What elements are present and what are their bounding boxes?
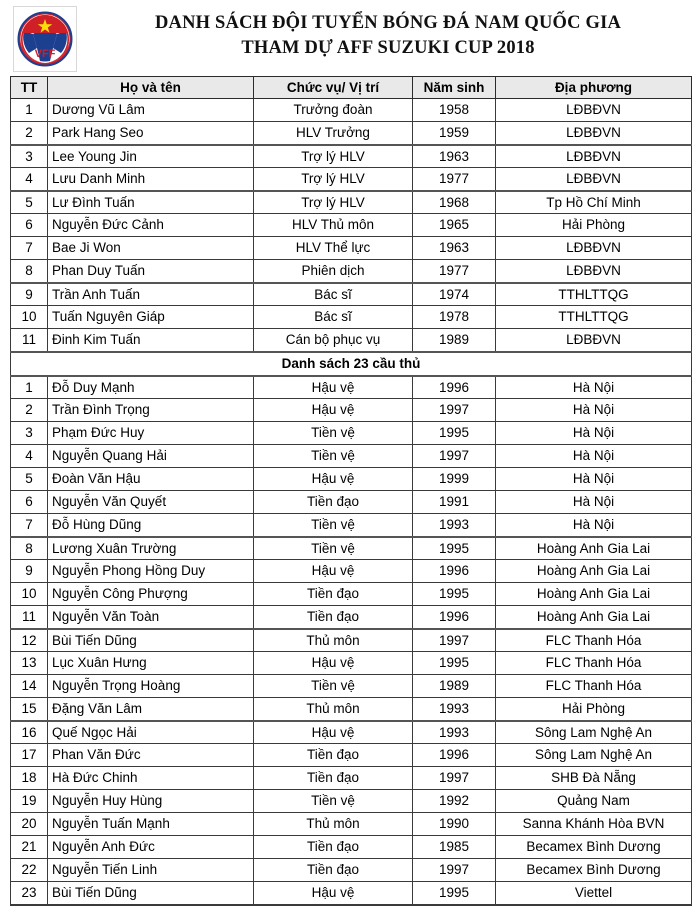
column-header-name: Họ và tên bbox=[48, 77, 254, 99]
cell-locality: Becamex Bình Dương bbox=[496, 836, 692, 859]
cell-locality: LĐBĐVN bbox=[496, 168, 692, 191]
table-row bbox=[11, 721, 692, 744]
cell-locality: Hải Phòng bbox=[496, 214, 692, 237]
cell-role: Thủ môn bbox=[254, 813, 413, 836]
table-row bbox=[11, 122, 692, 145]
cell-role: Tiền đạo bbox=[254, 744, 413, 767]
cell-role: Thủ môn bbox=[254, 629, 413, 652]
table-row bbox=[11, 560, 692, 583]
cell-year: 1997 bbox=[413, 629, 496, 652]
column-header-locality: Địa phương bbox=[496, 77, 692, 99]
cell-locality: Sông Lam Nghệ An bbox=[496, 744, 692, 767]
cell-tt: 5 bbox=[11, 191, 48, 214]
cell-tt: 2 bbox=[11, 399, 48, 422]
cell-name: Tuấn Nguyên Giáp bbox=[48, 306, 254, 329]
cell-year: 1977 bbox=[413, 260, 496, 283]
roster-table bbox=[10, 76, 692, 906]
table-row bbox=[11, 606, 692, 629]
cell-year: 1995 bbox=[413, 537, 496, 560]
cell-tt: 14 bbox=[11, 675, 48, 698]
cell-tt: 13 bbox=[11, 652, 48, 675]
table-body bbox=[11, 99, 692, 905]
cell-name: Trần Anh Tuấn bbox=[48, 283, 254, 306]
cell-name: Hà Đức Chinh bbox=[48, 767, 254, 790]
cell-role: Trợ lý HLV bbox=[254, 145, 413, 168]
cell-tt: 21 bbox=[11, 836, 48, 859]
cell-tt: 19 bbox=[11, 790, 48, 813]
cell-locality: LĐBĐVN bbox=[496, 260, 692, 283]
table-row bbox=[11, 652, 692, 675]
column-header-year: Năm sinh bbox=[413, 77, 496, 99]
cell-name: Đinh Kim Tuấn bbox=[48, 329, 254, 352]
section-label: Danh sách 23 cầu thủ bbox=[11, 352, 692, 376]
cell-role: Trợ lý HLV bbox=[254, 191, 413, 214]
cell-tt: 20 bbox=[11, 813, 48, 836]
table-row bbox=[11, 813, 692, 836]
cell-role: Hậu vệ bbox=[254, 399, 413, 422]
cell-locality: Hà Nội bbox=[496, 468, 692, 491]
cell-tt: 4 bbox=[11, 445, 48, 468]
cell-name: Nguyễn Quang Hải bbox=[48, 445, 254, 468]
cell-tt: 16 bbox=[11, 721, 48, 744]
cell-role: Tiền đạo bbox=[254, 606, 413, 629]
cell-role: Tiền vệ bbox=[254, 790, 413, 813]
cell-name: Đỗ Hùng Dũng bbox=[48, 514, 254, 537]
cell-year: 1977 bbox=[413, 168, 496, 191]
cell-tt: 15 bbox=[11, 698, 48, 721]
table-row bbox=[11, 698, 692, 721]
cell-role: Phiên dịch bbox=[254, 260, 413, 283]
cell-year: 1992 bbox=[413, 790, 496, 813]
table-row bbox=[11, 491, 692, 514]
page-title-line-2: THAM DỰ AFF SUZUKI CUP 2018 bbox=[241, 38, 535, 58]
table-row bbox=[11, 882, 692, 905]
roster-table-wrap bbox=[10, 76, 691, 906]
cell-year: 1991 bbox=[413, 491, 496, 514]
cell-name: Lục Xuân Hưng bbox=[48, 652, 254, 675]
cell-name: Nguyễn Anh Đức bbox=[48, 836, 254, 859]
cell-locality: LĐBĐVN bbox=[496, 99, 692, 122]
cell-locality: Hoàng Anh Gia Lai bbox=[496, 606, 692, 629]
cell-name: Nguyễn Văn Quyết bbox=[48, 491, 254, 514]
cell-name: Lưu Danh Minh bbox=[48, 168, 254, 191]
cell-year: 1959 bbox=[413, 122, 496, 145]
cell-year: 1963 bbox=[413, 237, 496, 260]
cell-tt: 8 bbox=[11, 537, 48, 560]
cell-tt: 9 bbox=[11, 283, 48, 306]
table-row bbox=[11, 744, 692, 767]
table-row bbox=[11, 629, 692, 652]
cell-locality: Hoàng Anh Gia Lai bbox=[496, 583, 692, 606]
cell-locality: Viettel bbox=[496, 882, 692, 905]
vff-logo bbox=[13, 6, 77, 72]
cell-role: HLV Thể lực bbox=[254, 237, 413, 260]
cell-locality: Hoàng Anh Gia Lai bbox=[496, 560, 692, 583]
cell-role: Tiền vệ bbox=[254, 537, 413, 560]
cell-year: 1995 bbox=[413, 652, 496, 675]
table-header-row bbox=[11, 77, 692, 99]
table-row bbox=[11, 399, 692, 422]
cell-role: Tiền đạo bbox=[254, 859, 413, 882]
cell-locality: FLC Thanh Hóa bbox=[496, 652, 692, 675]
cell-tt: 3 bbox=[11, 422, 48, 445]
table-row bbox=[11, 767, 692, 790]
cell-year: 1997 bbox=[413, 399, 496, 422]
cell-role: Hậu vệ bbox=[254, 882, 413, 905]
cell-name: Nguyễn Huy Hùng bbox=[48, 790, 254, 813]
table-row bbox=[11, 329, 692, 352]
cell-year: 1993 bbox=[413, 698, 496, 721]
table-row bbox=[11, 583, 692, 606]
table-row bbox=[11, 675, 692, 698]
cell-year: 1978 bbox=[413, 306, 496, 329]
cell-role: Hậu vệ bbox=[254, 376, 413, 399]
cell-year: 1999 bbox=[413, 468, 496, 491]
vff-crest-icon bbox=[16, 9, 74, 69]
cell-locality: TTHLTTQG bbox=[496, 306, 692, 329]
cell-tt: 23 bbox=[11, 882, 48, 905]
cell-year: 1968 bbox=[413, 191, 496, 214]
cell-name: Đoàn Văn Hậu bbox=[48, 468, 254, 491]
cell-name: Lư Đình Tuấn bbox=[48, 191, 254, 214]
cell-tt: 6 bbox=[11, 214, 48, 237]
cell-locality: Tp Hồ Chí Minh bbox=[496, 191, 692, 214]
cell-role: Hậu vệ bbox=[254, 652, 413, 675]
table-row bbox=[11, 214, 692, 237]
cell-tt: 1 bbox=[11, 99, 48, 122]
cell-locality: FLC Thanh Hóa bbox=[496, 675, 692, 698]
cell-name: Quế Ngọc Hải bbox=[48, 721, 254, 744]
cell-name: Park Hang Seo bbox=[48, 122, 254, 145]
table-row bbox=[11, 445, 692, 468]
cell-name: Lương Xuân Trường bbox=[48, 537, 254, 560]
cell-role: Trợ lý HLV bbox=[254, 168, 413, 191]
cell-name: Nguyễn Trọng Hoàng bbox=[48, 675, 254, 698]
table-row bbox=[11, 836, 692, 859]
cell-tt: 5 bbox=[11, 468, 48, 491]
cell-role: Bác sĩ bbox=[254, 283, 413, 306]
cell-role: Cán bộ phục vụ bbox=[254, 329, 413, 352]
cell-role: Hậu vệ bbox=[254, 468, 413, 491]
table-row bbox=[11, 168, 692, 191]
cell-locality: Hà Nội bbox=[496, 399, 692, 422]
cell-name: Phan Duy Tuấn bbox=[48, 260, 254, 283]
cell-name: Phạm Đức Huy bbox=[48, 422, 254, 445]
table-row bbox=[11, 422, 692, 445]
cell-tt: 11 bbox=[11, 329, 48, 352]
cell-locality: Hà Nội bbox=[496, 376, 692, 399]
cell-locality: LĐBĐVN bbox=[496, 329, 692, 352]
cell-year: 1997 bbox=[413, 859, 496, 882]
column-header-tt: TT bbox=[11, 77, 48, 99]
cell-year: 1996 bbox=[413, 376, 496, 399]
cell-year: 1995 bbox=[413, 882, 496, 905]
cell-tt: 12 bbox=[11, 629, 48, 652]
cell-role: HLV Trưởng bbox=[254, 122, 413, 145]
cell-locality: Hoàng Anh Gia Lai bbox=[496, 537, 692, 560]
cell-role: Tiền vệ bbox=[254, 445, 413, 468]
cell-role: Tiền đạo bbox=[254, 836, 413, 859]
cell-name: Trần Đình Trọng bbox=[48, 399, 254, 422]
cell-name: Bùi Tiến Dũng bbox=[48, 629, 254, 652]
document-header bbox=[0, 0, 700, 76]
cell-role: Trưởng đoàn bbox=[254, 99, 413, 122]
cell-year: 1997 bbox=[413, 445, 496, 468]
cell-locality: Becamex Bình Dương bbox=[496, 859, 692, 882]
cell-name: Nguyễn Tiến Linh bbox=[48, 859, 254, 882]
cell-locality: Hải Phòng bbox=[496, 698, 692, 721]
table-row bbox=[11, 260, 692, 283]
cell-locality: Hà Nội bbox=[496, 514, 692, 537]
cell-locality: LĐBĐVN bbox=[496, 237, 692, 260]
cell-locality: FLC Thanh Hóa bbox=[496, 629, 692, 652]
cell-name: Nguyễn Đức Cảnh bbox=[48, 214, 254, 237]
table-row bbox=[11, 99, 692, 122]
table-row bbox=[11, 191, 692, 214]
cell-role: Tiền vệ bbox=[254, 514, 413, 537]
cell-name: Nguyễn Công Phượng bbox=[48, 583, 254, 606]
cell-name: Dương Vũ Lâm bbox=[48, 99, 254, 122]
page-title-line-1: DANH SÁCH ĐỘI TUYỂN BÓNG ĐÁ NAM QUỐC GIA bbox=[154, 13, 622, 33]
cell-tt: 10 bbox=[11, 583, 48, 606]
cell-tt: 18 bbox=[11, 767, 48, 790]
cell-year: 1989 bbox=[413, 329, 496, 352]
cell-role: Tiền đạo bbox=[254, 583, 413, 606]
cell-tt: 8 bbox=[11, 260, 48, 283]
cell-locality: Sanna Khánh Hòa BVN bbox=[496, 813, 692, 836]
column-header-role: Chức vụ/ Vị trí bbox=[254, 77, 413, 99]
cell-year: 1997 bbox=[413, 767, 496, 790]
title-block bbox=[86, 11, 690, 61]
cell-year: 1993 bbox=[413, 514, 496, 537]
cell-locality: LĐBĐVN bbox=[496, 145, 692, 168]
cell-year: 1996 bbox=[413, 606, 496, 629]
cell-tt: 7 bbox=[11, 514, 48, 537]
cell-year: 1995 bbox=[413, 583, 496, 606]
cell-locality: TTHLTTQG bbox=[496, 283, 692, 306]
table-row bbox=[11, 468, 692, 491]
table-row bbox=[11, 283, 692, 306]
cell-role: Tiền vệ bbox=[254, 422, 413, 445]
cell-year: 1974 bbox=[413, 283, 496, 306]
cell-locality: Sông Lam Nghệ An bbox=[496, 721, 692, 744]
cell-role: Hậu vệ bbox=[254, 721, 413, 744]
table-row bbox=[11, 376, 692, 399]
cell-role: Hậu vệ bbox=[254, 560, 413, 583]
cell-tt: 2 bbox=[11, 122, 48, 145]
table-row bbox=[11, 859, 692, 882]
cell-locality: Hà Nội bbox=[496, 491, 692, 514]
cell-role: Tiền đạo bbox=[254, 767, 413, 790]
cell-year: 1990 bbox=[413, 813, 496, 836]
cell-name: Bùi Tiến Dũng bbox=[48, 882, 254, 905]
cell-locality: Hà Nội bbox=[496, 445, 692, 468]
cell-year: 1989 bbox=[413, 675, 496, 698]
section-divider-row bbox=[11, 352, 692, 376]
table-row bbox=[11, 537, 692, 560]
table-row bbox=[11, 306, 692, 329]
cell-tt: 1 bbox=[11, 376, 48, 399]
cell-name: Nguyễn Văn Toàn bbox=[48, 606, 254, 629]
cell-name: Lee Young Jin bbox=[48, 145, 254, 168]
cell-locality: LĐBĐVN bbox=[496, 122, 692, 145]
cell-name: Đỗ Duy Mạnh bbox=[48, 376, 254, 399]
cell-name: Nguyễn Tuấn Mạnh bbox=[48, 813, 254, 836]
table-row bbox=[11, 514, 692, 537]
cell-role: HLV Thủ môn bbox=[254, 214, 413, 237]
cell-year: 1985 bbox=[413, 836, 496, 859]
cell-name: Đặng Văn Lâm bbox=[48, 698, 254, 721]
cell-role: Thủ môn bbox=[254, 698, 413, 721]
table-row bbox=[11, 145, 692, 168]
cell-locality: Quảng Nam bbox=[496, 790, 692, 813]
cell-role: Tiền vệ bbox=[254, 675, 413, 698]
cell-year: 1963 bbox=[413, 145, 496, 168]
cell-role: Tiền đạo bbox=[254, 491, 413, 514]
svg-text:VFF: VFF bbox=[34, 48, 56, 60]
cell-name: Bae Ji Won bbox=[48, 237, 254, 260]
table-row bbox=[11, 237, 692, 260]
cell-tt: 17 bbox=[11, 744, 48, 767]
cell-year: 1965 bbox=[413, 214, 496, 237]
cell-tt: 9 bbox=[11, 560, 48, 583]
cell-tt: 3 bbox=[11, 145, 48, 168]
cell-year: 1996 bbox=[413, 744, 496, 767]
cell-tt: 22 bbox=[11, 859, 48, 882]
cell-year: 1995 bbox=[413, 422, 496, 445]
cell-year: 1958 bbox=[413, 99, 496, 122]
cell-tt: 7 bbox=[11, 237, 48, 260]
cell-year: 1993 bbox=[413, 721, 496, 744]
cell-role: Bác sĩ bbox=[254, 306, 413, 329]
cell-locality: SHB Đà Nẵng bbox=[496, 767, 692, 790]
table-header bbox=[11, 77, 692, 99]
cell-year: 1996 bbox=[413, 560, 496, 583]
cell-tt: 6 bbox=[11, 491, 48, 514]
table-row bbox=[11, 790, 692, 813]
cell-locality: Hà Nội bbox=[496, 422, 692, 445]
cell-name: Phan Văn Đức bbox=[48, 744, 254, 767]
cell-name: Nguyễn Phong Hồng Duy bbox=[48, 560, 254, 583]
cell-tt: 4 bbox=[11, 168, 48, 191]
cell-tt: 10 bbox=[11, 306, 48, 329]
cell-tt: 11 bbox=[11, 606, 48, 629]
